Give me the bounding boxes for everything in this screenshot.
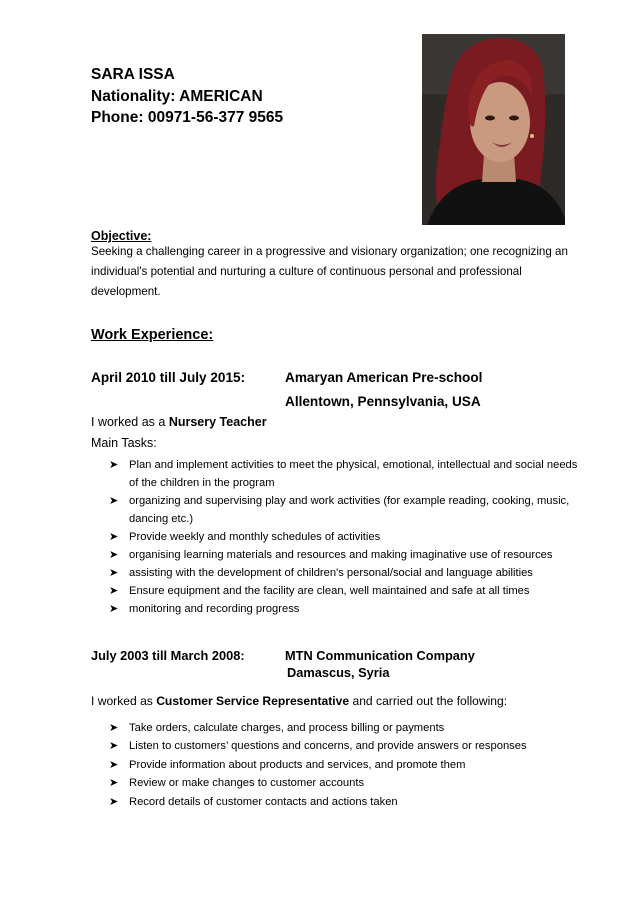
profile-photo [422,34,565,225]
arrow-bullet-icon: ➤ [109,585,119,597]
phone: Phone: 00971-56-377 9565 [91,109,284,126]
job-1-role-prefix: I worked as a [91,415,169,429]
job-1-tasks-label: Main Tasks: [91,436,157,450]
list-item: ➤ Take orders, calculate charges, and process billing or payments [109,719,579,737]
job-1-company: Amaryan American Pre-school [285,370,483,385]
arrow-bullet-icon: ➤ [109,722,119,734]
portrait-illustration [422,34,565,225]
job-1-dates: April 2010 till July 2015: [91,370,246,385]
job-2-role-line [91,694,507,708]
job-1-role: Nursery Teacher [168,415,267,429]
list-item: ➤ monitoring and recording progress [109,600,579,618]
arrow-bullet-icon: ➤ [109,549,119,561]
candidate-name: SARA ISSA [91,66,175,83]
list-item: ➤ Provide weekly and monthly schedules of activities [109,528,579,546]
objective-text: Seeking a challenging career in a progressive and visionary organization; one recognizing an individual's potential and nurturing a culture of continuous personal and professional development. [91,245,568,298]
job-2-company: MTN Communication Company [285,648,475,663]
job-2-task-list [109,719,579,811]
arrow-bullet-icon: ➤ [109,531,119,543]
arrow-bullet-icon: ➤ [109,777,119,790]
list-item: ➤ organizing and supervising play and work activities (for example reading, cooking, music, dancing etc.) [109,492,579,528]
nationality: Nationality: AMERICAN [91,88,263,105]
arrow-bullet-icon: ➤ [109,740,119,753]
arrow-bullet-icon: ➤ [109,758,119,771]
objective-title: Objective: [91,229,152,243]
job-2-role-prefix: I worked as [91,694,157,708]
list-item: ➤ assisting with the development of children's personal/social and language abilities [109,564,579,582]
list-item: ➤ Listen to customers’ questions and concerns, and provide answers or responses [109,737,579,755]
work-experience-title: Work Experience: [91,327,214,343]
arrow-bullet-icon: ➤ [109,795,119,808]
list-item: ➤ Review or make changes to customer accounts [109,774,579,792]
list-item: ➤ Record details of customer contacts and actions taken [109,793,579,811]
job-1-location: Allentown, Pennsylvania, USA [285,394,481,409]
job-2-role-suffix: and carried out the following: [349,694,508,708]
arrow-bullet-icon: ➤ [109,495,119,507]
arrow-bullet-icon: ➤ [109,603,119,615]
job-1-role-line [91,415,267,429]
arrow-bullet-icon: ➤ [109,567,119,579]
list-item: ➤ Provide information about products and services, and promote them [109,756,579,774]
job-2-dates: July 2003 till March 2008: [91,648,245,663]
job-1-task-list [109,456,579,618]
job-2-location: Damascus, Syria [287,665,390,680]
list-item: ➤ Plan and implement activities to meet the physical, emotional, intellectual and social needs of the children in the program [109,456,579,492]
list-item: ➤ organising learning materials and resources and making imaginative use of resources [109,546,579,564]
list-item: ➤ Ensure equipment and the facility are clean, well maintained and safe at all times [109,582,579,600]
job-2-role: Customer Service Representative [156,694,350,708]
arrow-bullet-icon: ➤ [109,459,119,471]
